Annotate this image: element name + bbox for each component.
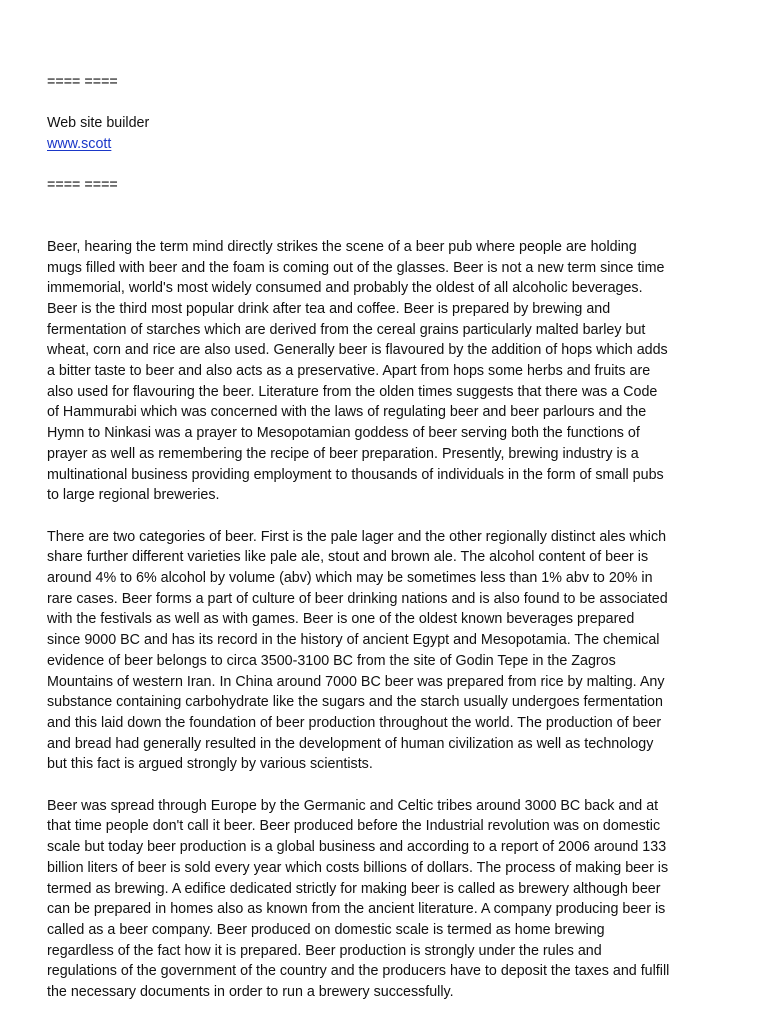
paragraph-line: the necessary documents in order to run a brewery successfully. [47,984,454,1001]
paragraph-line: and bread had generally resulted in the development of human civilization as well as technology [47,735,654,752]
paragraph-1 [47,237,727,506]
paragraph-line: Beer was spread through Europe by the Germanic and Celtic tribes around 3000 BC back and at [47,797,659,814]
paragraph-line: immemorial, world's most widely consumed and probably the oldest of all alcoholic beverages. [47,280,643,297]
builder-label: Web site builder [47,115,150,132]
paragraph-line: and this laid down the foundation of beer production throughout the world. The production of beer [47,714,662,731]
paragraph-line: Beer is the third most popular drink after tea and coffee. Beer is prepared by brewing and [47,300,611,317]
paragraph-line: wheat, corn and rice are also used. Generally beer is flavoured by the addition of hops which adds [47,342,668,359]
paragraph-line: termed as brewing. A edifice dedicated strictly for making beer is called as brewery although beer [47,880,661,897]
paragraph-line: around 4% to 6% alcohol by volume (abv) which may be sometimes less than 1% abv to 20% in [47,570,653,587]
paragraph-line: Hymn to Ninkasi was a prayer to Mesopotamian goddess of beer serving both the functions of [47,425,640,442]
paragraph-line: called as a beer company. Beer produced on domestic scale is termed as home brewing [47,921,605,938]
paragraph-line: also used for flavouring the beer. Literature from the olden times suggests that there was a Code [47,383,658,400]
paragraph-line: to large regional breweries. [47,487,220,504]
paragraph-2 [47,527,727,775]
paragraph-line: share further different varieties like pale ale, stout and brown ale. The alcohol content of beer is [47,549,649,566]
paragraph-line: but this fact is argued strongly by various scientists. [47,756,373,773]
separator-bottom: ==== ==== [47,177,118,194]
paragraph-line: substance containing carbohydrate like the sugars and the starch usually undergoes fermentation [47,694,663,711]
paragraph-line: regardless of the fact how it is prepared. Beer production is strongly under the rules and [47,942,602,959]
paragraph-line: billion liters of beer is sold every year which costs billions of dollars. The process of making beer is [47,859,669,876]
paragraph-line: a bitter taste to beer and also acts as a preservative. Apart from hops some herbs and fruits are [47,363,651,380]
paragraph-line: Mountains of western Iran. In China around 7000 BC beer was prepared from rice by malting. Any [47,673,665,690]
builder-link[interactable]: www.scott [47,135,112,152]
paragraph-3 [47,796,727,1003]
paragraph-line: mugs filled with beer and the foam is coming out of the glasses. Beer is not a new term since time [47,259,665,276]
document-page [47,72,727,1003]
separator-top: ==== ==== [47,74,118,90]
paragraph-line: rare cases. Beer forms a part of culture of beer drinking nations and is also found to be associated [47,590,668,607]
paragraph-line: scale but today beer production is a global business and according to a report of 2006 around 133 [47,839,667,856]
paragraph-line: with the festivals as well as with games. Beer is one of the oldest known beverages prepared [47,611,635,628]
paragraph-line: regulations of the government of the country and the producers have to deposit the taxes and fulfill [47,963,670,980]
paragraph-line: can be prepared in homes also as known from the ancient literature. A company producing beer is [47,901,666,918]
paragraph-line: fermentation of starches which are derived from the cereal grains particularly malted barley but [47,321,646,338]
paragraph-line: Beer, hearing the term mind directly strikes the scene of a beer pub where people are holding [47,238,637,255]
paragraph-line: that time people don't call it beer. Beer produced before the Industrial revolution was on domestic [47,818,661,835]
paragraph-line: since 9000 BC and has its record in the history of ancient Egypt and Mesopotamia. The chemical [47,632,660,649]
builder-link-line [47,134,727,155]
paragraph-line: multinational business providing employment to thousands of individuals in the form of small pubs [47,466,664,483]
paragraph-line: evidence of beer belongs to circa 3500-3100 BC from the site of Godin Tepe in the Zagros [47,652,616,669]
paragraph-line: prayer as well as remembering the recipe of beer preparation. Presently, brewing industry is a [47,445,639,462]
paragraph-line: There are two categories of beer. First is the pale lager and the other regionally distinct ales which [47,528,667,545]
paragraph-line: of Hammurabi which was concerned with the laws of regulating beer and beer parlours and the [47,404,647,421]
